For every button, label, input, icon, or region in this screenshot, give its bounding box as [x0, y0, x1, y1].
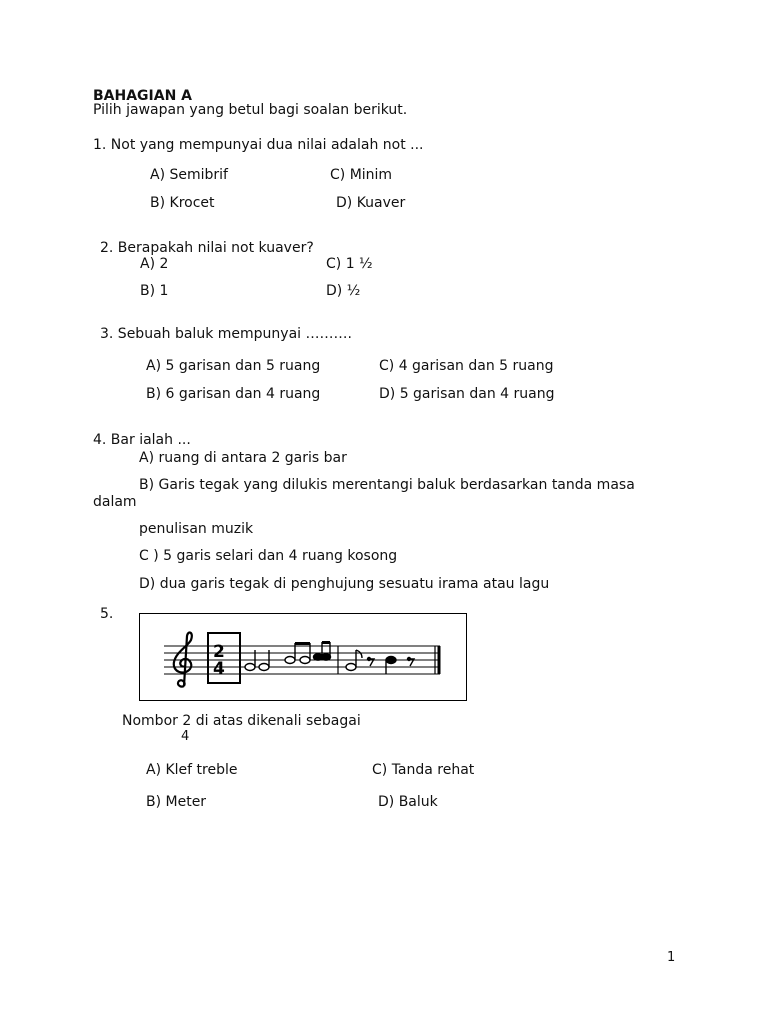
q3-question: 3. Sebuah baluk mempunyai ……….: [100, 326, 352, 342]
q2-question: 2. Berapakah nilai not kuaver?: [100, 240, 314, 256]
q4-option-c: C ) 5 garis selari dan 4 ruang kosong: [139, 548, 398, 564]
q3-option-b: B) 6 garisan dan 4 ruang: [146, 386, 321, 402]
q5-number: 5.: [100, 606, 114, 622]
q2-option-b: B) 1: [140, 283, 169, 299]
q4-question: 4. Bar ialah ...: [93, 432, 191, 448]
q3-option-a: A) 5 garisan dan 5 ruang: [146, 358, 321, 374]
q4-option-b-line3: penulisan muzik: [139, 521, 254, 537]
q2-option-c: C) 1 ½: [326, 256, 373, 272]
q5-option-d: D) Baluk: [378, 794, 438, 810]
q1-question: 1. Not yang mempunyai dua nilai adalah not ...: [93, 137, 424, 153]
q1-option-c: C) Minim: [330, 167, 393, 183]
eighth-notes-beamed: [314, 641, 331, 660]
q4-option-d: D) dua garis tegak di penghujung sesuatu irama atau lagu: [139, 576, 550, 592]
music-staff-drawing: [140, 614, 468, 702]
q5-stem-sub: 4: [181, 729, 190, 744]
q3-option-d: D) 5 garisan dan 4 ruang: [379, 386, 555, 402]
q1-option-a: A) Semibrif: [150, 167, 228, 183]
time-signature-top: 2: [213, 642, 225, 662]
q2-option-d: D) ½: [326, 283, 361, 299]
q1-option-b: B) Krocet: [150, 195, 215, 211]
q4-option-a: A) ruang di antara 2 garis bar: [139, 450, 347, 466]
q5-option-b: B) Meter: [146, 794, 207, 810]
q3-option-c: C) 4 garisan dan 5 ruang: [379, 358, 554, 374]
section-instruction: Pilih jawapan yang betul bagi soalan berikut.: [93, 102, 408, 118]
music-staff-figure: [139, 613, 467, 701]
q5-option-a: A) Klef treble: [146, 762, 238, 778]
q5-option-c: C) Tanda rehat: [372, 762, 475, 778]
time-signature-bottom: 4: [213, 659, 225, 679]
q1-option-d: D) Kuaver: [336, 195, 406, 211]
q5-stem: Nombor 2 di atas dikenali sebagai: [122, 713, 361, 729]
q2-option-a: A) 2: [140, 256, 169, 272]
page-number: 1: [667, 950, 676, 965]
eighth-note-and-rest-2: [386, 657, 414, 675]
q4-option-b-line2: dalam: [93, 494, 137, 510]
q4-option-b-line1: B) Garis tegak yang dilukis merentangi baluk berdasarkan tanda masa: [139, 477, 635, 493]
section-title: BAHAGIAN A: [93, 88, 193, 104]
